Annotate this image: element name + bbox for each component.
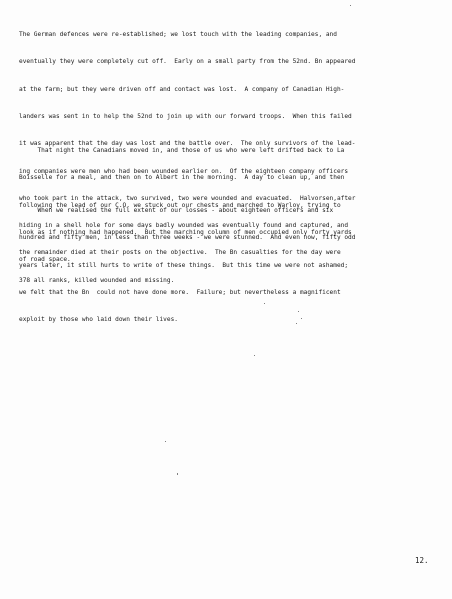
scan-speck: [298, 311, 299, 312]
text-line: of road space.: [19, 256, 71, 264]
text-line: we felt that the Bn could not have done more. Failure; but nevertheless a magnificent: [19, 289, 341, 297]
text-line: exploit by those who laid down their lives.: [19, 316, 178, 324]
paragraph-3: [19, 188, 439, 343]
text-line: 378 all ranks, killed wounded and missing.: [19, 276, 175, 284]
scan-speck: [177, 473, 178, 475]
text-line: the remainder died at their posts on the objective. The Bn casualties for the day were: [19, 249, 341, 257]
text-line: That night the Canadians moved in, and those of us who were left drifted back to La: [19, 147, 345, 155]
text-line: look as if nothing had happened. But the marching column of men occupied only forty yards: [19, 229, 352, 237]
text-line: Boisselle for a meal, and then on to Albert in the morning. A day to clean up, and then: [19, 174, 345, 182]
text-line: When we realised the full extent of our losses - about eighteen officers and six: [19, 207, 334, 215]
text-line: at the farm; but they were driven off and contact was lost. A company of Canadian High-: [19, 85, 345, 93]
text-line: it was apparent that the day was lost and the battle over. The only survivors of the lead-: [19, 140, 356, 148]
text-line: ing companies were men who had been wounded earlier on. Of the eighteen company officers: [19, 167, 349, 175]
scan-speck: [254, 355, 255, 356]
page-number: 12.: [415, 556, 429, 565]
text-line: hiding in a shell hole for some days badly wounded was eventually found and captured, and: [19, 222, 349, 230]
scan-speck: [301, 318, 302, 319]
scan-speck: [165, 441, 166, 442]
scan-speck: [264, 303, 265, 304]
scan-speck: [296, 323, 297, 324]
text-line: hundred and fifty men, in less than three weeks - we were stunned. And even now, fifty odd: [19, 234, 356, 242]
scan-speck: [350, 5, 351, 6]
text-line: years later, it still hurts to write of these things. But this time we were not ashamed;: [19, 261, 349, 269]
text-line: following the lead of our C.O. we stuck out our chests and marched to Warloy, trying to: [19, 201, 341, 209]
text-line: The German defences were re-established; we lost touch with the leading companies, and: [19, 31, 337, 39]
text-line: landers was sent in to help the 52nd to join up with our forward troops. When this failed: [19, 113, 352, 121]
text-line: eventually they were completely cut off. Early on a small party from the 52nd. Bn appeared: [19, 58, 356, 66]
text-line: who took part in the attack, two survived, two were wounded and evacuated. Halvorsen,after: [19, 194, 356, 202]
